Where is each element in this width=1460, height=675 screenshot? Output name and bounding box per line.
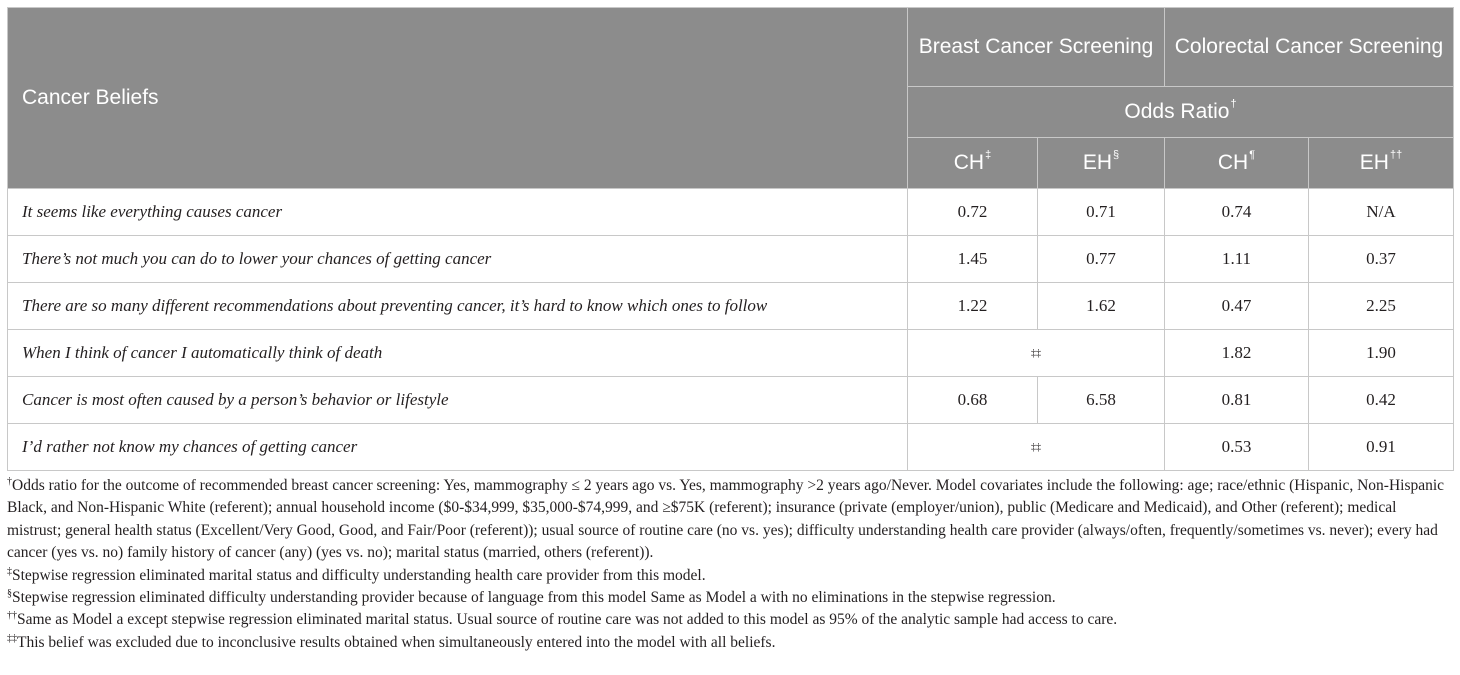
header-crc-ch — [1165, 138, 1309, 189]
belief-cell: I’d rather not know my chances of getting cancer — [8, 424, 908, 471]
table-row — [8, 377, 1454, 424]
footnote-mark: ‡‡ — [7, 632, 17, 644]
bcs-excluded-cell: ‡‡ — [908, 424, 1165, 471]
belief-cell: There’s not much you can do to lower your chances of getting cancer — [8, 236, 908, 283]
footnote-text: Same as Model a except stepwise regression eliminated marital status. Usual source of routine care was not added to this model as 95% of the analytic sample had access to care. — [17, 611, 1118, 629]
table-header — [8, 8, 1454, 189]
bcs-eh-cell: 0.71 — [1038, 189, 1165, 236]
bcs-eh-cell: 6.58 — [1038, 377, 1165, 424]
header-breast-cancer-screening: Breast Cancer Screening — [908, 8, 1165, 87]
footnote-mark: § — [7, 587, 12, 599]
table-row — [8, 330, 1454, 377]
belief-cell: Cancer is most often caused by a person’s behavior or lifestyle — [8, 377, 908, 424]
crc-ch-cell: 0.53 — [1165, 424, 1309, 471]
crc-ch-cell: 1.11 — [1165, 236, 1309, 283]
footnote — [7, 475, 1453, 565]
footnote — [7, 587, 1453, 609]
column-footnote-mark: ‡ — [985, 149, 992, 161]
column-label: EH — [1082, 151, 1113, 174]
belief-cell: When I think of cancer I automatically think of death — [8, 330, 908, 377]
bcs-ch-cell: 0.72 — [908, 189, 1038, 236]
footnote-text: This belief was excluded due to inconclusive results obtained when simultaneously entered into the model with all beliefs. — [17, 633, 776, 651]
bcs-eh-cell: 0.77 — [1038, 236, 1165, 283]
column-label: CH — [1217, 151, 1249, 174]
footnotes — [7, 475, 1453, 654]
table-row — [8, 424, 1454, 471]
footnote — [7, 565, 1453, 587]
header-bcs-eh — [1038, 138, 1165, 189]
header-colorectal-cancer-screening: Colorectal Cancer Screening — [1165, 8, 1454, 87]
column-footnote-mark: § — [1113, 149, 1120, 161]
footnote-text: Odds ratio for the outcome of recommended breast cancer screening: Yes, mammography ≤ 2 years ago vs. Yes, mammography >2 years ago/Never. Model covariates include the following: age; race/ethnic (Hispanic, Non-Hispanic Black, and Non-Hispanic White (referent); annual household income ($0-$34,999, $35,000-$74,999, and ≥$75K (referent); insurance (private (employer/union), public (Medicare and Medicaid), and Other (referent); medical mistrust; general health status (Excellent/Very Good, Good, and Fair/Poor (referent)); usual source of routine care (no vs. yes); difficulty understanding health care provider (always/often, frequently/sometimes vs. never); every had cancer (yes vs. no) family history of cancer (any) (yes vs. no); marital status (married, others (referent)). — [7, 477, 1445, 562]
crc-eh-cell: 2.25 — [1309, 283, 1454, 330]
crc-ch-cell: 0.47 — [1165, 283, 1309, 330]
crc-eh-cell: 0.91 — [1309, 424, 1454, 471]
crc-eh-cell: 1.90 — [1309, 330, 1454, 377]
table-row — [8, 283, 1454, 330]
bcs-excluded-cell: ‡‡ — [908, 330, 1165, 377]
footnote-text: Stepwise regression eliminated marital status and difficulty understanding health care provider from this model. — [12, 566, 706, 584]
crc-ch-cell: 1.82 — [1165, 330, 1309, 377]
table-row — [8, 236, 1454, 283]
crc-eh-cell: N/A — [1309, 189, 1454, 236]
table-body — [8, 189, 1454, 471]
belief-cell: There are so many different recommendations about preventing cancer, it’s hard to know which ones to follow — [8, 283, 908, 330]
footnote — [7, 632, 1453, 654]
crc-ch-cell: 0.74 — [1165, 189, 1309, 236]
bcs-eh-cell: 1.62 — [1038, 283, 1165, 330]
column-footnote-mark: ¶ — [1249, 149, 1256, 161]
footnote-mark: ‡ — [7, 565, 12, 577]
header-cancer-beliefs: Cancer Beliefs — [8, 8, 908, 189]
odds-ratio-footnote-mark: † — [1230, 98, 1237, 110]
crc-ch-cell: 0.81 — [1165, 377, 1309, 424]
footnote-text: Stepwise regression eliminated difficulty understanding provider because of language from this model Same as Model a with no eliminations in the stepwise regression. — [12, 589, 1056, 607]
header-bcs-ch — [908, 138, 1038, 189]
belief-cell: It seems like everything causes cancer — [8, 189, 908, 236]
odds-ratio-table — [7, 7, 1454, 471]
table-row — [8, 189, 1454, 236]
bcs-ch-cell: 0.68 — [908, 377, 1038, 424]
crc-eh-cell: 0.37 — [1309, 236, 1454, 283]
header-odds-ratio — [908, 87, 1454, 138]
footnote — [7, 609, 1453, 631]
footnote-mark: † — [7, 475, 12, 487]
header-crc-eh — [1309, 138, 1454, 189]
odds-ratio-label: Odds Ratio — [1124, 100, 1230, 123]
footnote-mark: †† — [7, 610, 17, 622]
bcs-ch-cell: 1.45 — [908, 236, 1038, 283]
crc-eh-cell: 0.42 — [1309, 377, 1454, 424]
column-label: CH — [953, 151, 985, 174]
column-label: EH — [1359, 151, 1389, 174]
column-footnote-mark: †† — [1389, 149, 1403, 161]
bcs-ch-cell: 1.22 — [908, 283, 1038, 330]
